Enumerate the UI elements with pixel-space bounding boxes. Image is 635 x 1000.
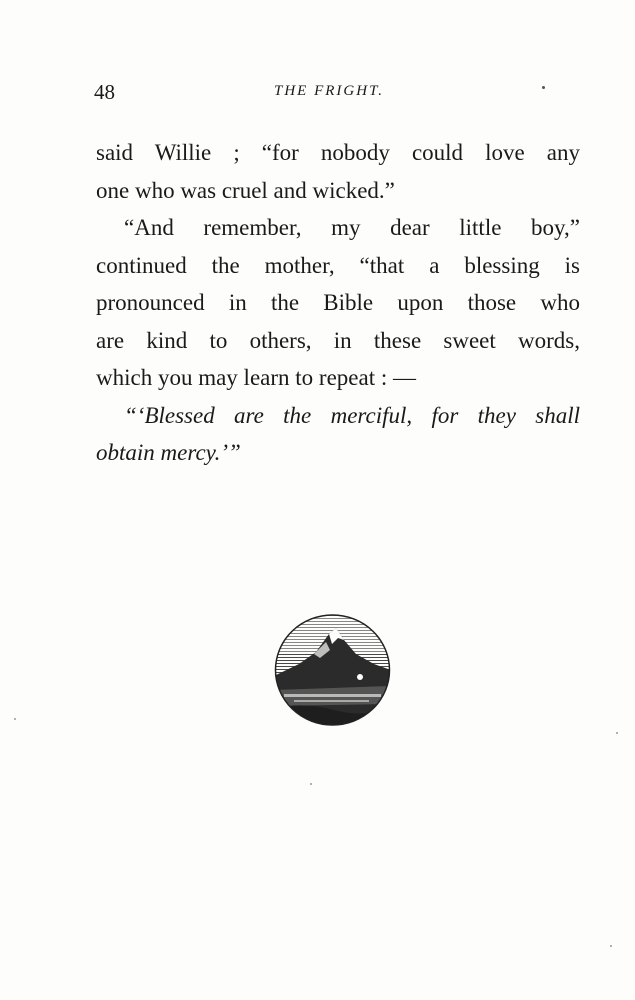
text-line: pronounced in the Bible upon those who — [96, 290, 580, 315]
print-speck — [542, 86, 545, 89]
quote-line: “‘Blessed are the merciful, for they shall — [124, 402, 580, 428]
page-number: 48 — [94, 80, 115, 104]
body-text — [96, 134, 580, 472]
print-speck — [616, 732, 618, 734]
mountain-landscape-vignette-icon — [274, 614, 391, 726]
running-head: THE FRIGHT. — [274, 83, 385, 99]
print-speck — [14, 718, 16, 720]
text-line: “And remember, my dear little boy,” — [124, 215, 580, 240]
text-line: are kind to others, in these sweet words, — [96, 327, 580, 353]
print-speck — [610, 945, 612, 947]
text-line: one who was cruel and wicked.” — [96, 177, 395, 203]
text-line: which you may learn to repeat : — — [96, 365, 416, 390]
page-header — [94, 80, 584, 110]
quote-line: obtain mercy.’” — [96, 440, 241, 465]
print-speck — [310, 783, 312, 785]
text-line: said Willie ; “for nobody could love any — [96, 140, 580, 165]
text-line: continued the mother, “that a blessing is — [96, 252, 580, 278]
